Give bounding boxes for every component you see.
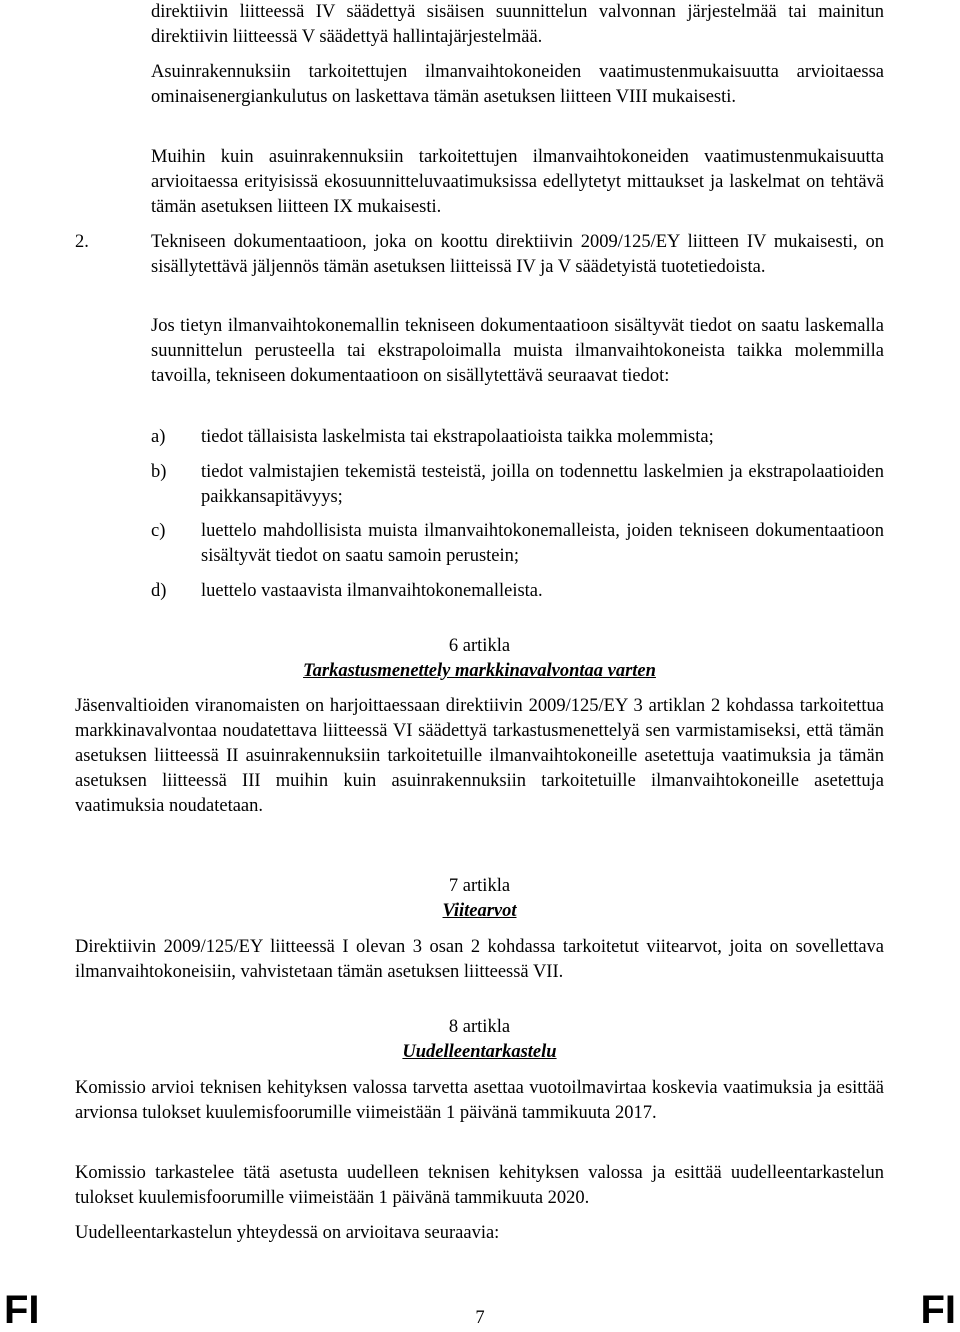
list-item-d: luettelo vastaavista ilmanvaihtokonemalleista. xyxy=(201,581,543,601)
list-item-c: luettelo mahdollisista muista ilmanvaihtokonemalleista, joiden tekniseen dokumentaatioon sisältyvät tiedot on saatu samoin perustein; xyxy=(201,521,884,566)
article-6-number: 6 artikla xyxy=(448,636,511,656)
paragraph-p4: Jos tietyn ilmanvaihtokonemallin tekniseen dokumentaatioon sisältyvät tiedot on saatu laskemalla suunnittelun perusteella tai ekstrapoloimalla muista ilmanvaihtokoneista taikka molemmilla tavoilla, tekniseen dokumentaatioon on sisällytettävä seuraavat tiedot: xyxy=(151,316,884,386)
article-8-number: 8 artikla xyxy=(448,1017,511,1037)
article-7-text: Direktiivin 2009/125/EY liitteessä I olevan 3 osan 2 kohdassa tarkoitetut viitearvot, joita on sovellettava ilmanvaihtokoneisiin, vahvistetaan tämän asetuksen liitteessä VII. xyxy=(75,937,884,982)
paragraph-p3: Muihin kuin asuinrakennuksiin tarkoitettujen ilmanvaihtokoneiden vaatimustenmukaisuutta arvioitaessa erityisissä ekosuunnitteluvaatimuksissa edellytetyt mittaukset ja laskelmat on tehtävä tämän asetuksen liitteen IX mukaisesti. xyxy=(151,147,884,217)
paragraph-p1: direktiivin liitteessä IV säädettyä sisäisen suunnittelun valvonnan järjestelmää tai mainitun direktiivin liitteessä V säädettyä hallintajärjestelmää. xyxy=(151,2,884,47)
list-label-a: a) xyxy=(151,427,166,447)
article-8-title: Uudelleentarkastelu xyxy=(402,1042,557,1062)
article-8-text-3: Uudelleentarkastelun yhteydessä on arvioitava seuraavia: xyxy=(75,1223,500,1243)
article-7-title: Viitearvot xyxy=(442,901,517,921)
list-item-a: tiedot tällaisista laskelmista tai ekstrapolaatioista taikka molemmista; xyxy=(201,427,714,447)
article-6-text: Jäsenvaltioiden viranomaisten on harjoittaessaan direktiivin 2009/125/EY 3 artiklan 2 kohdassa tarkoitettua markkinavalvontaa noudatettava liitteessä VI säädettyä tarkastusmenettelyä sen varmistamiseksi, että tämän asetuksen liitteessä II asuinrakennuksiin tarkoitetuille ilmanvaihtokoneille asetettuja vaatimuksia ja tämän asetuksen liitteessä III muihin kuin asuinrakennuksiin tarkoitetuille ilmanvaihtokoneille asetettuja vaatimuksia noudatetaan. xyxy=(75,696,884,816)
list-label-d: d) xyxy=(151,581,167,601)
list-label-b: b) xyxy=(151,462,167,482)
language-code-right: FI xyxy=(920,1288,956,1332)
article-7-number: 7 artikla xyxy=(448,876,511,896)
paragraph-p2: Asuinrakennuksiin tarkoitettujen ilmanvaihtokoneiden vaatimustenmukaisuutta arvioitaessa ominaisenergiankulutus on laskettava tämän asetuksen liitteen VIII mukaisesti. xyxy=(151,62,884,107)
article-8-text-2: Komissio tarkastelee tätä asetusta uudelleen teknisen kehityksen valossa ja esittää uudelleentarkastelun tulokset kuulemisfoorumille viimeistään 1 päivänä tammikuuta 2020. xyxy=(75,1163,884,1208)
article-8-text-1: Komissio arvioi teknisen kehityksen valossa tarvetta asettaa vuotoilmavirtaa koskevia vaatimuksia ja esittää arvionsa tulokset kuulemisfoorumille viimeistään 1 päivänä tammikuuta 2017. xyxy=(75,1078,884,1123)
item-number: 2. xyxy=(75,232,89,252)
item-2-text: Tekniseen dokumentaatioon, joka on koottu direktiivin 2009/125/EY liitteen IV mukaisesti, on sisällytettävä jäljennös tämän asetuksen liitteissä IV ja V säädetyistä tuotetiedoista. xyxy=(151,232,884,277)
list-item-b: tiedot valmistajien tekemistä testeistä, joilla on todennettu laskelmien ja ekstrapolaatioiden paikkansapitävyys; xyxy=(201,462,884,507)
page-number: 7 xyxy=(475,1308,485,1328)
article-6-title: Tarkastusmenettely markkinavalvontaa varten xyxy=(303,661,656,681)
list-label-c: c) xyxy=(151,521,166,541)
language-code-left: FI xyxy=(4,1288,40,1332)
